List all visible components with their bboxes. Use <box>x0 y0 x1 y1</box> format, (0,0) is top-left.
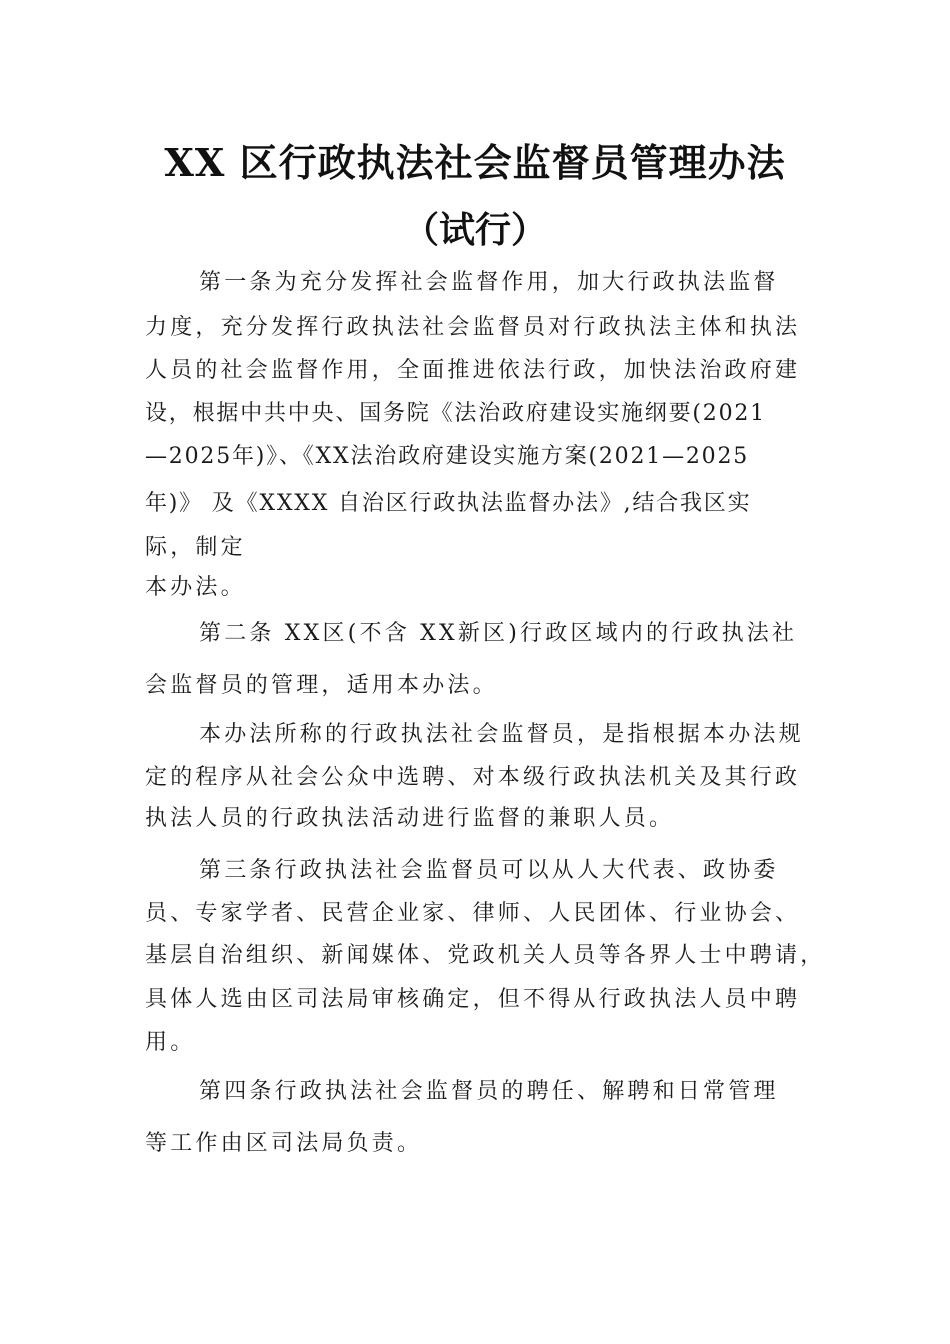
text-line: 基层自治组织、新闻媒体、党政机关人员等各界人士中聘请， <box>145 943 826 968</box>
document-title: XX 区行政执法社会监督员管理办法 <box>164 140 786 185</box>
text-line: —2025年)》、《XX法治政府建设实施方案(2021—2025 <box>145 444 750 469</box>
text-line: 用。 <box>145 1030 196 1055</box>
text-line: 本办法所称的行政执法社会监督员，是指根据本办法规 <box>199 722 804 747</box>
text-line: 第三条行政执法社会监督员可以从人大代表、政协委 <box>199 858 779 883</box>
text-line: 定的程序从社会公众中选聘、对本级行政执法机关及其行政 <box>145 765 801 790</box>
text-line: 等工作由区司法局负责。 <box>145 1131 423 1156</box>
text-line: 第一条为充分发挥社会监督作用，加大行政执法监督 <box>199 270 779 295</box>
text-line: 员、专家学者、民营企业家、律师、人民团体、行业协会、 <box>145 901 801 926</box>
text-line: 际，制定 <box>145 535 246 560</box>
document-subtitle: （试行） <box>402 209 547 251</box>
text-line: 设，根据中共中央、国务院《法治政府建设实施纲要(2021 <box>145 401 766 426</box>
text-line: 力度，充分发挥行政执法社会监督员对行政执法主体和执法 <box>145 315 801 340</box>
text-line: 人员的社会监督作用，全面推进依法行政，加快法治政府建 <box>145 358 801 383</box>
text-line: 第四条行政执法社会监督员的聘任、解聘和日常管理 <box>199 1079 779 1104</box>
text-line: 第二条 XX区(不含 XX新区)行政区域内的行政执法社 <box>199 621 798 646</box>
text-line: 年)》 及《XXXX 自治区行政执法监督办法》,结合我区实 <box>145 491 752 516</box>
text-line: 本办法。 <box>145 575 246 600</box>
text-line: 会监督员的管理，适用本办法。 <box>145 673 498 698</box>
text-line: 执法人员的行政执法活动进行监督的兼职人员。 <box>145 806 675 831</box>
text-line: 具体人选由区司法局审核确定，但不得从行政执法人员中聘 <box>145 987 801 1012</box>
